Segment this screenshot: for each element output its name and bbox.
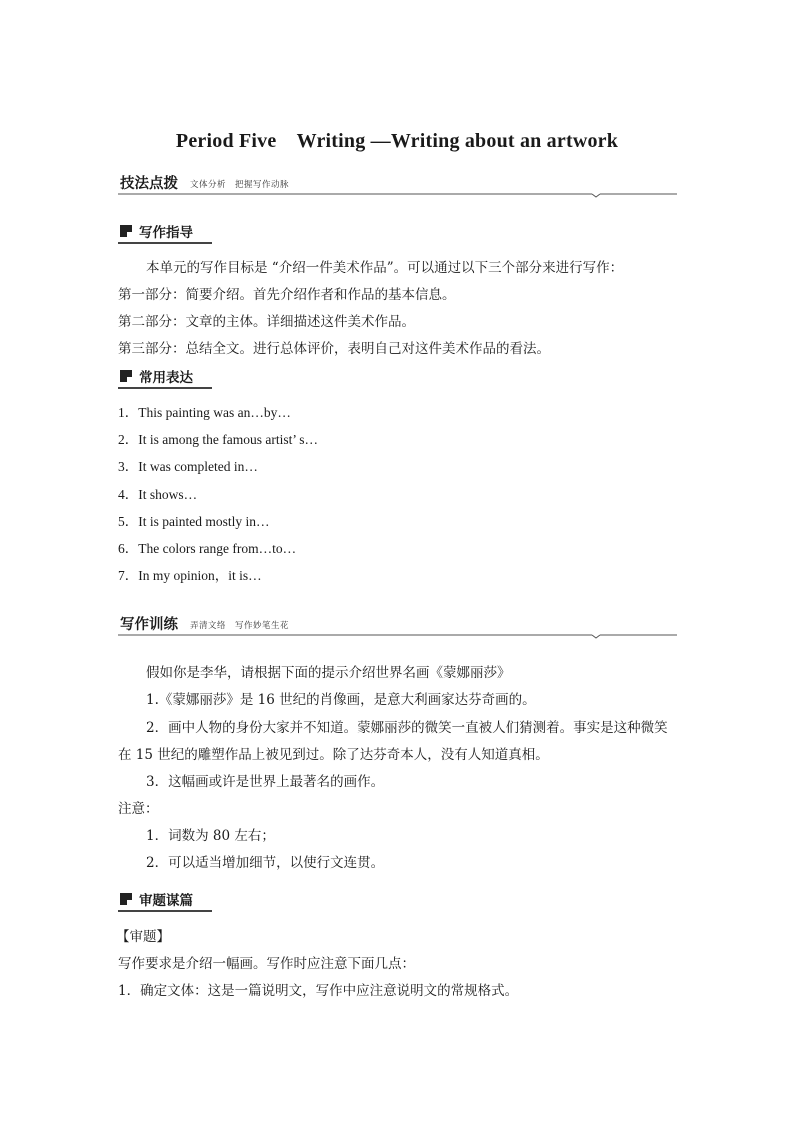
section-title: 写作训练 <box>120 617 178 633</box>
subsection-rule <box>118 910 212 912</box>
page-title: Period Five Writing —Writing about an artwork <box>175 130 619 152</box>
subsection-title: 写作指导 <box>139 225 193 241</box>
analysis-tag: 【审题】 <box>116 929 170 945</box>
expression-item: 5．It is painted mostly in… <box>118 514 270 529</box>
expression-item: 3．It was completed in… <box>118 459 258 474</box>
section-rule <box>118 192 677 198</box>
subsection-header-analysis <box>118 889 212 913</box>
expression-item: 6．The colors range from…to… <box>118 541 297 556</box>
guide-part: 第二部分：文章的主体。详细描述这件美术作品。 <box>118 314 415 330</box>
subsection-rule <box>118 242 212 244</box>
square-bullet-icon <box>120 225 132 237</box>
expression-item: 7．In my opinion，it is… <box>118 568 262 583</box>
expression-item: 1．This painting was an…by… <box>118 405 291 420</box>
section-rule <box>118 633 677 639</box>
section-subtitle: 弄清文络 写作妙笔生花 <box>190 621 290 631</box>
task-intro: 假如你是李华，请根据下面的提示介绍世界名画《蒙娜丽莎》 <box>146 665 511 681</box>
subsection-header-expressions <box>118 366 212 390</box>
section-subtitle: 文体分析 把握写作动脉 <box>190 180 290 190</box>
guide-intro: 本单元的写作目标是 “介绍一件美术作品”。可以通过以下三个部分来进行写作： <box>146 260 624 276</box>
guide-part: 第三部分：总结全文。进行总体评价，表明自己对这件美术作品的看法。 <box>118 341 550 357</box>
square-bullet-icon <box>120 370 132 382</box>
analysis-line: 写作要求是介绍一幅画。写作时应注意下面几点： <box>118 956 415 972</box>
square-bullet-icon <box>120 893 132 905</box>
section-header-techniques <box>118 172 677 196</box>
subsection-header-guide <box>118 221 212 245</box>
guide-part: 第一部分：简要介绍。首先介绍作者和作品的基本信息。 <box>118 287 456 303</box>
note-label: 注意： <box>118 801 159 817</box>
task-point: 1.《蒙娜丽莎》是 16 世纪的肖像画，是意大利画家达芬奇画的。 <box>146 692 536 708</box>
subsection-title: 审题谋篇 <box>139 893 193 909</box>
subsection-rule <box>118 387 212 389</box>
task-point: 3．这幅画或许是世界上最著名的画作。 <box>146 774 385 790</box>
analysis-line: 1．确定文体：这是一篇说明文，写作中应注意说明文的常规格式。 <box>118 983 519 999</box>
expression-item: 2．It is among the famous artist’ s… <box>118 432 318 447</box>
section-header-practice <box>118 613 677 637</box>
note-item: 1．词数为 80 左右； <box>146 828 275 844</box>
subsection-title: 常用表达 <box>139 370 193 386</box>
expression-item: 4．It shows… <box>118 487 198 502</box>
section-title: 技法点拨 <box>120 176 178 192</box>
note-item: 2．可以适当增加细节，以使行文连贯。 <box>146 855 385 871</box>
task-point-continued: 在 15 世纪的雕塑作品上被见到过。除了达芬奇本人，没有人知道真相。 <box>118 747 549 763</box>
task-point: 2．画中人物的身份大家并不知道。蒙娜丽莎的微笑一直被人们猜测着。事实是这种微笑 <box>146 720 668 736</box>
